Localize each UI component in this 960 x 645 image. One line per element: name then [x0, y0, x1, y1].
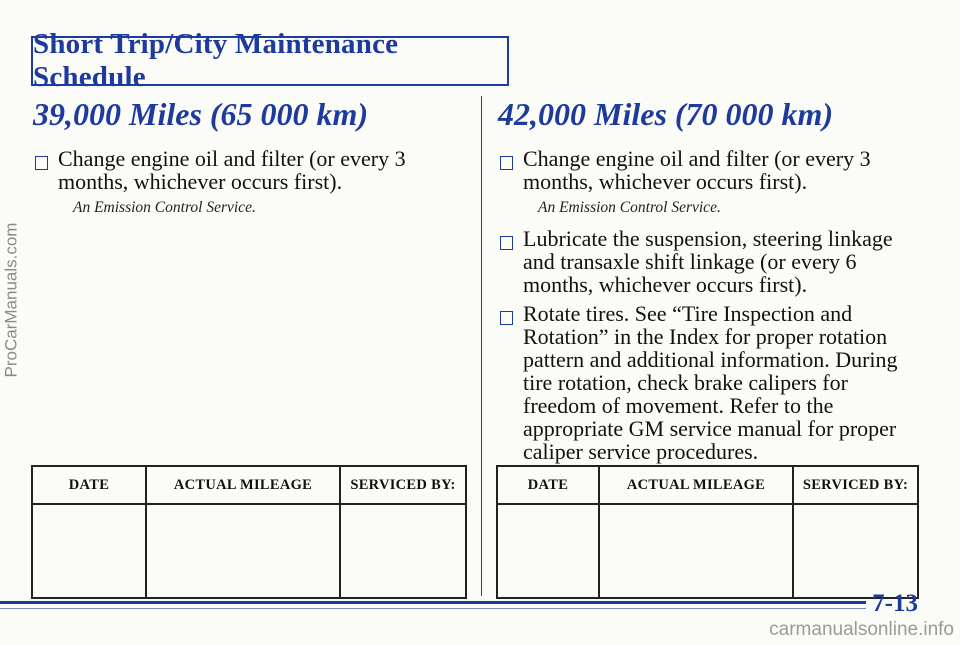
section-header — [31, 28, 509, 93]
page-rule — [0, 601, 866, 604]
page-number: 7-13 — [872, 590, 918, 617]
checklist-item-text: Rotate tires. See “Tire Inspection and Rotation” in the Index for proper rotation pattern and additional information. During tire rotation, check brake calipers for freedom of movement. Refer to the appropriate GM service manual for proper caliper service procedures. — [523, 301, 898, 464]
left-service-log-table — [31, 465, 467, 599]
checkbox-icon[interactable] — [35, 156, 48, 170]
side-watermark — [0, 180, 22, 420]
page-rule-thin — [0, 608, 866, 609]
date-header: DATE — [497, 466, 599, 504]
mileage-cell[interactable] — [599, 504, 793, 598]
serviced-by-header: SERVICED BY: — [340, 466, 466, 504]
checklist-item-text: Change engine oil and filter (or every 3 months, whichever occurs first). — [58, 146, 406, 194]
emission-note: An Emission Control Service. — [538, 199, 721, 216]
left-column — [33, 96, 458, 227]
right-column — [498, 96, 923, 469]
checklist-item — [498, 302, 923, 463]
serviced-by-cell[interactable] — [793, 504, 918, 598]
mileage-cell[interactable] — [146, 504, 340, 598]
checklist-item — [498, 227, 923, 296]
section-title: Short Trip/City Maintenance Schedule — [33, 28, 399, 93]
checklist-item-text: Change engine oil and filter (or every 3 months, whichever occurs first). — [523, 146, 871, 194]
emission-note: An Emission Control Service. — [73, 199, 256, 216]
checkbox-icon[interactable] — [500, 236, 513, 250]
mileage-header: ACTUAL MILEAGE — [146, 466, 340, 504]
serviced-by-header: SERVICED BY: — [793, 466, 918, 504]
date-cell[interactable] — [497, 504, 599, 598]
date-header: DATE — [32, 466, 146, 504]
date-cell[interactable] — [32, 504, 146, 598]
mileage-header: ACTUAL MILEAGE — [599, 466, 793, 504]
left-mileage-heading: 39,000 Miles (65 000 km) — [33, 96, 369, 132]
bottom-watermark: carmanualsonline.info — [769, 619, 954, 640]
checklist-item — [498, 147, 923, 193]
checkbox-icon[interactable] — [500, 311, 513, 325]
serviced-by-cell[interactable] — [340, 504, 466, 598]
right-mileage-heading: 42,000 Miles (70 000 km) — [498, 96, 834, 132]
side-watermark-text: ProCarManuals.com — [1, 222, 21, 378]
checkbox-icon[interactable] — [500, 156, 513, 170]
checklist-item — [33, 147, 458, 193]
right-service-log-table — [496, 465, 919, 599]
checklist-item-text: Lubricate the suspension, steering linkage and transaxle shift linkage (or every 6 months, whichever occurs first). — [523, 226, 893, 297]
column-divider — [481, 96, 482, 596]
